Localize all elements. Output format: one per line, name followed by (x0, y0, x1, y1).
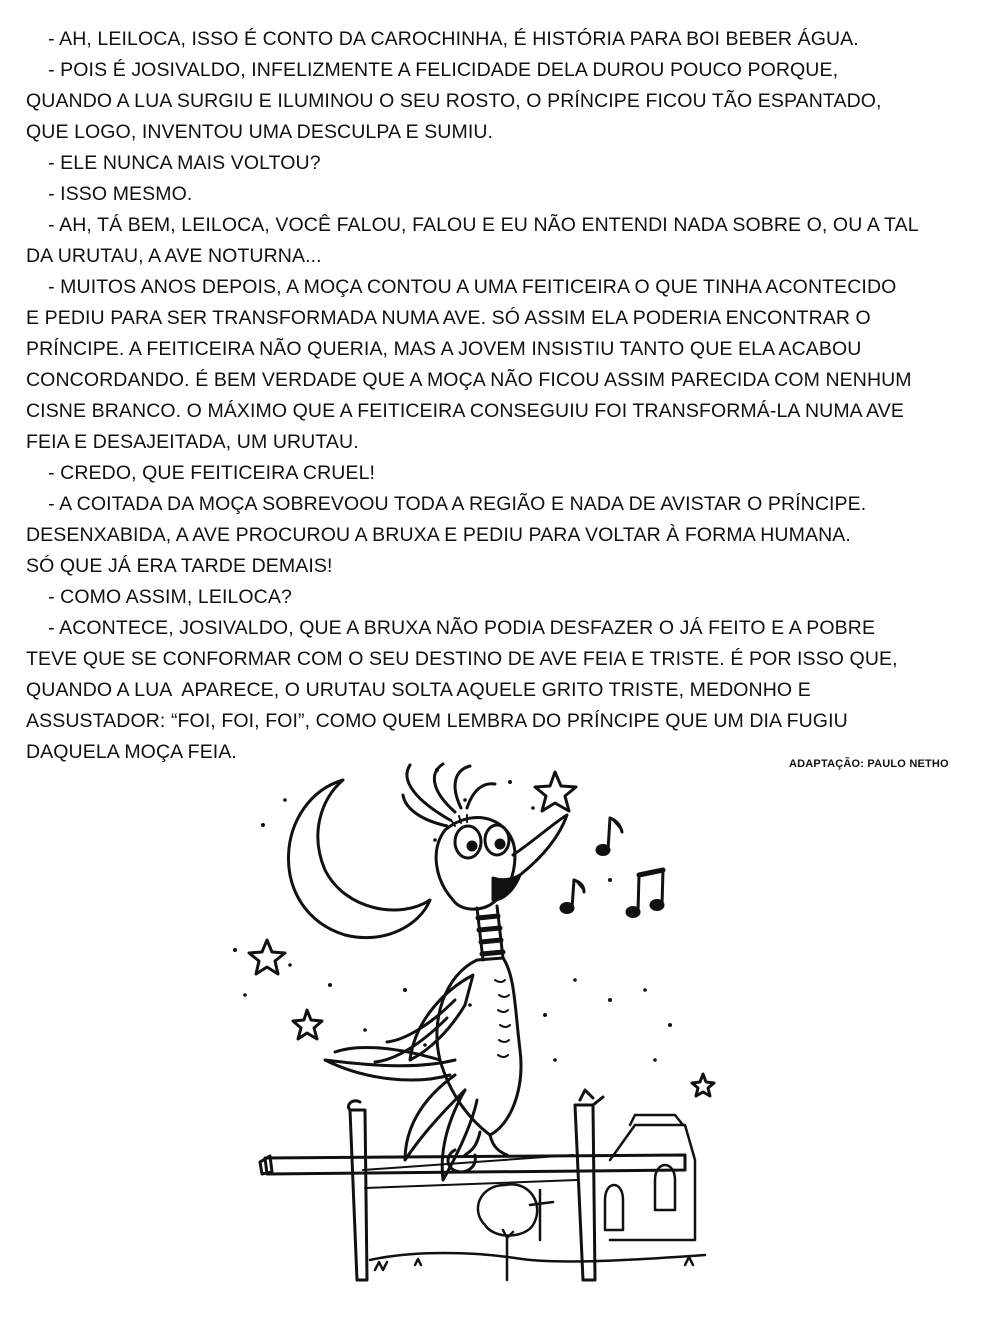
story-line: - POIS É JOSIVALDO, INFELIZMENTE A FELICIDADE DELA DUROU POUCO PORQUE, (26, 59, 839, 81)
urutau-illustration (215, 760, 755, 1310)
bird-feet (465, 1132, 507, 1155)
tree (478, 1184, 537, 1235)
story-line: E PEDIU PARA SER TRANSFORMADA NUMA AVE. SÓ ASSIM ELA PODERIA ENCONTRAR O (26, 307, 871, 329)
star-icon (249, 940, 285, 974)
crescent-moon (288, 780, 430, 938)
story-line: - MUITOS ANOS DEPOIS, A MOÇA CONTOU A UMA FEITICEIRA O QUE TINHA ACONTECIDO (26, 276, 897, 298)
story-line: PRÍNCIPE. A FEITICEIRA NÃO QUERIA, MAS A JOVEM INSISTIU TANTO QUE ELA ACABOU (26, 338, 862, 360)
story-line: CISNE BRANCO. O MÁXIMO QUE A FEITICEIRA CONSEGUIU FOI TRANSFORMÁ-LA NUMA AVE (26, 400, 905, 422)
star-icon (293, 1010, 322, 1039)
story-line: - ELE NUNCA MAIS VOLTOU? (26, 152, 321, 174)
story-line: QUANDO A LUA SURGIU E ILUMINOU O SEU ROSTO, O PRÍNCIPE FICOU TÃO ESPANTADO, (26, 90, 882, 112)
story-line: - CREDO, QUE FEITICEIRA CRUEL! (26, 462, 376, 484)
story-line: SÓ QUE JÁ ERA TARDE DEMAIS! (26, 555, 333, 577)
story-line: - AH, LEILOCA, ISSO É CONTO DA CAROCHINHA, É HISTÓRIA PARA BOI BEBER ÁGUA. (26, 28, 859, 50)
story-line: - COMO ASSIM, LEILOCA? (26, 586, 292, 608)
breast-feathers (495, 980, 510, 1057)
story-line: - ISSO MESMO. (26, 183, 193, 205)
bird-neck (477, 906, 503, 960)
sky-dots (233, 768, 672, 1062)
ground-line (370, 1253, 705, 1261)
story-line: CONCORDANDO. É BEM VERDADE QUE A MOÇA NÃO FICOU ASSIM PARECIDA COM NENHUM (26, 369, 912, 391)
story-line: DAQUELA MOÇA FEIA. (26, 741, 237, 763)
bird-wing (410, 975, 473, 1060)
story-line: FEIA E DESAJEITADA, UM URUTAU. (26, 431, 359, 453)
story-line: - ACONTECE, JOSIVALDO, QUE A BRUXA NÃO PODIA DESFAZER O JÁ FEITO E A POBRE (26, 617, 876, 639)
star-icon (692, 1074, 714, 1096)
story-line: TEVE QUE SE CONFORMAR COM O SEU DESTINO DE AVE FEIA E TRISTE. É POR ISSO QUE, (26, 648, 898, 670)
tail-feathers (325, 1047, 477, 1180)
star-icon (535, 772, 576, 811)
story-line: - AH, TÁ BEM, LEILOCA, VOCÊ FALOU, FALOU E EU NÃO ENTENDI NADA SOBRE O, OU A TAL (26, 214, 919, 236)
adaptation-credit: ADAPTAÇÃO: PAULO NETHO (789, 758, 949, 770)
story-line: QUE LOGO, INVENTOU UMA DESCULPA E SUMIU. (26, 121, 494, 143)
story-line: DESENXABIDA, A AVE PROCUROU A BRUXA E PEDIU PARA VOLTAR À FORMA HUMANA. (26, 524, 851, 546)
music-notes-icon (561, 818, 663, 917)
story-line: ASSUSTADOR: “FOI, FOI, FOI”, COMO QUEM LEMBRA DO PRÍNCIPE QUE UM DIA FUGIU (26, 710, 848, 732)
story-line: DA URUTAU, A AVE NOTURNA... (26, 245, 322, 267)
story-line: QUANDO A LUA APARECE, O URUTAU SOLTA AQUELE GRITO TRISTE, MEDONHO E (26, 679, 811, 701)
eye-icon (455, 826, 481, 858)
story-text (26, 24, 986, 768)
bird-body (437, 958, 521, 1135)
bird-beak (513, 815, 567, 875)
story-line: - A COITADA DA MOÇA SOBREVOOU TODA A REGIÃO E NADA DE AVISTAR O PRÍNCIPE. (26, 493, 867, 515)
